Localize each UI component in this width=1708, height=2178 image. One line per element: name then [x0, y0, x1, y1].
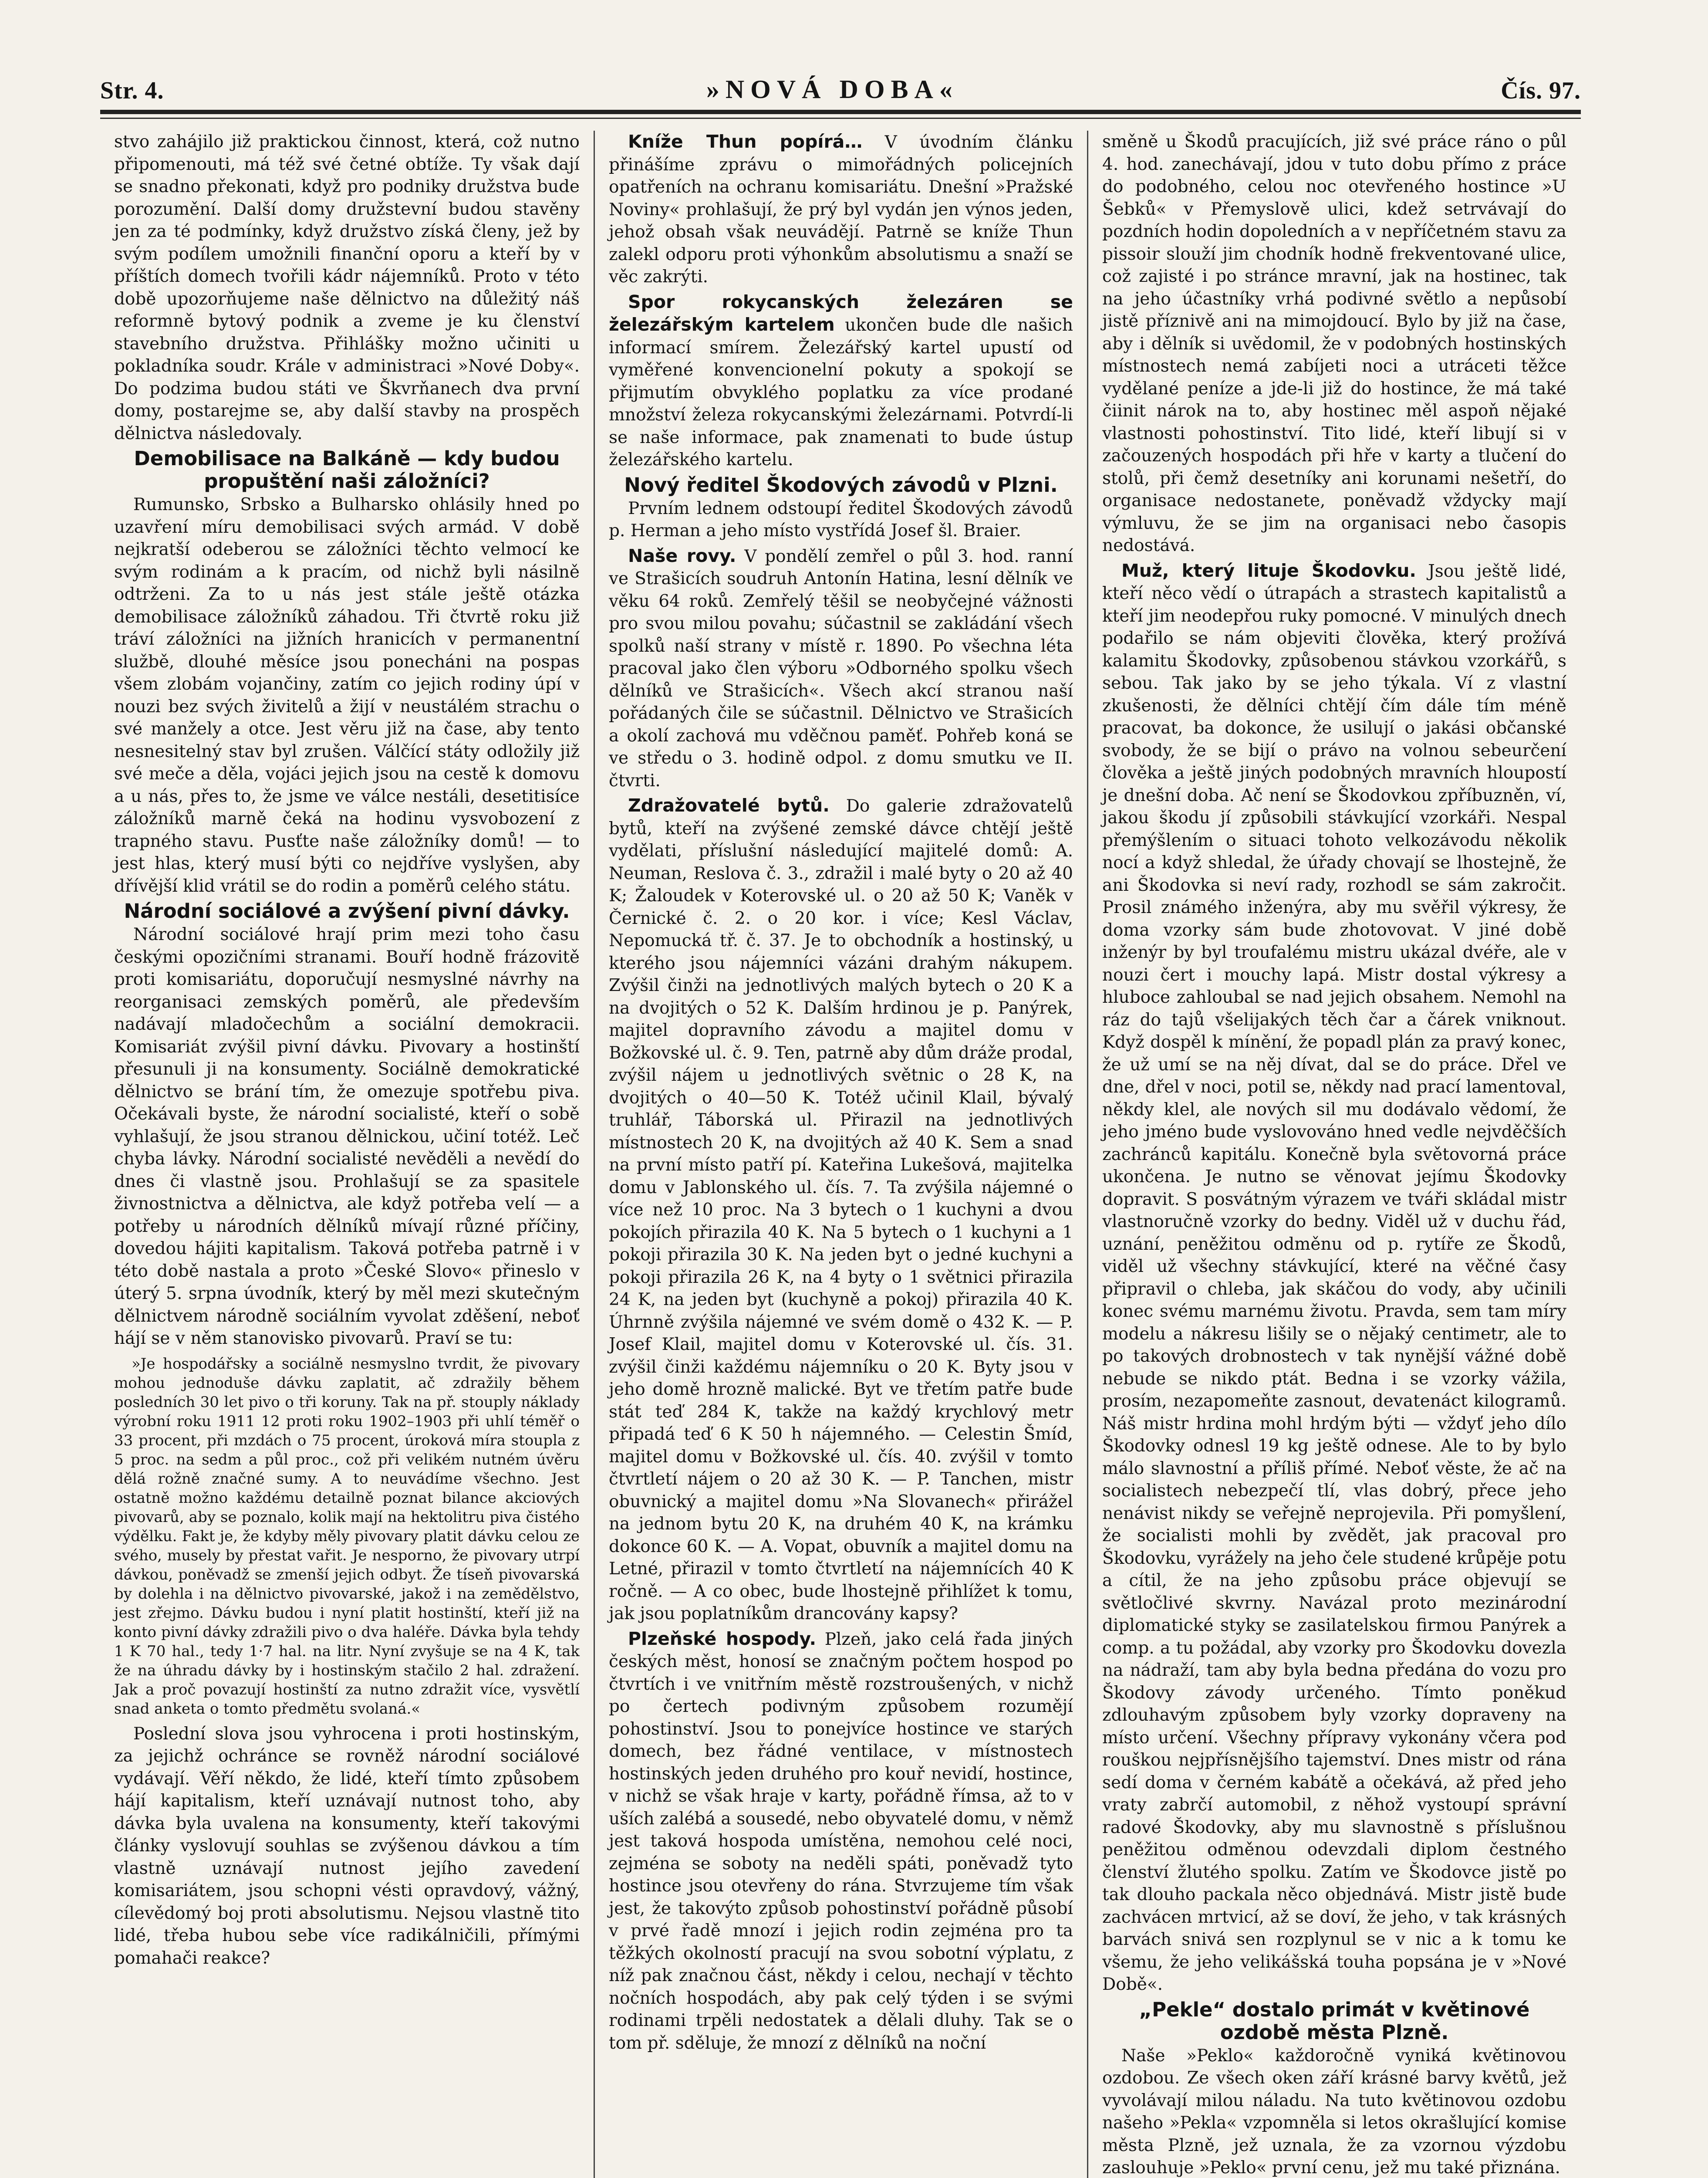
- article-columns: [100, 131, 1581, 2178]
- article-paragraph: Poslední slova jsou vyhrocena i proti hostinským, za jejichž ochránce se rovněž národní sociálové vydávají. Věří někdo, že lidé, kteří tímto způsobem hájí kapitalism, kteří uznávají nutnost toho, aby dávka byla uvalena na konsumenty, kteří takovými články vyslovují souhlas se zvýšenou dávkou a tím vlastně uznávají nutnost jejího zavedení komisariátem, jsou schopni vésti opravdový, vážný, cílevědomý boj proti absolutismu. Nejsou vlastně tito lidé, třeba hubou sebe více radikálničili, přímými pomahači reakce?: [114, 1724, 580, 1968]
- inline-heading: Plzeňské hospody.: [628, 1628, 817, 1649]
- masthead: [100, 65, 1581, 105]
- article-text: ukončen bude dle našich informací smírem. Železářský kartel upustí od vyměřené konvencionelní pokuty a spokojí se přijmutím obvyklého poplatku za více prodané množství železa rokycanskými železárnami. Potvrdí-li se naše informace, pak znamenati to bude ústup železářského kartelu.: [609, 315, 1073, 470]
- header-rule: [100, 110, 1581, 114]
- article-heading: Demobilisace na Balkáně — kdy budou propuštění naši záložníci?: [134, 447, 560, 493]
- issue-number: Čís. 97.: [1501, 77, 1581, 104]
- article-paragraph: [609, 131, 1073, 288]
- article-paragraph: [1102, 560, 1566, 1996]
- article-paragraph: Naše »Peklo« každoročně vyniká květinovou ozdobou. Ze všech oken září krásné barvy květů, jež vyvolávají milou náladu. Na tuto květinovou ozdobu našeho »Pekla« vzpomněla si letos okrašlující komise města Plzně, jež uznala, že za vzornou výzdobu zaslouhuje »Peklo« první cenu, jež mu také přiznána.: [1102, 2046, 1566, 2178]
- inline-heading: Zdražovatelé bytů.: [628, 795, 830, 816]
- quotation: [114, 1354, 580, 1718]
- article-paragraph: Národní sociálové hrají prim mezi toho času českými opozičními stranami. Bouří hodně frázovitě proti komisariátu, doporučují nesmyslné návrhy na reorganisaci zemských poměrů, ale především nadávají mladočechům a sociální demokracii. Komisariát zvýšil pivní dávku. Pivovary a hostinští přesunuli ji na konsumenty. Sociálně demokratické dělnictvo se brání tím, že omezuje spotřebu piva. Očekávali byste, že národní socialisté, kteří o sobě vyhlašují, že jsou stranou dělnickou, učiní totéž. Leč chyba lávky. Národní socialisté nevěděli a nevědí do dnes či vlastně jsou. Prohlašují se za spasitele živnostnictva a dělnictva, ale když potřeba velí — a potřeby u národních dělníků mívají různé příčiny, dovedou hájiti kapitalism. Taková potřeba patrně i v této době nastala a proto »České Slovo« přineslo v úterý 5. srpna úvodník, který by měl mezi skutečným dělnictvem národně sociálním vyvolat zděšení, neboť hájí se v něm stanovisko pivovarů. Praví se tu:: [114, 925, 580, 1348]
- article-paragraph: Prvním lednem odstoupí ředitel Škodových závodů p. Herman a jeho místo vystřídá Josef šl. Braier.: [609, 498, 1073, 541]
- article-paragraph: stvo zahájilo již praktickou činnost, která, což nutno připomenouti, má též své četné obtíže. Ty však dají se snadno překonati, když pro podniky družstva bude porozumění. Další domy družstevní budou stavěny jen za té podmínky, když družstvo získá členy, jež by svým podílem umožnili finanční oporu a kteří by v příštích domech tvořili kádr nájemníků. Proto v této době upozorňujeme naše dělnictvo na důležitý náš reformně bytový podnik a zveme je ku členství stavebního družstva. Přihlášky možno učiniti u pokladníka soudr. Krále v administraci »Nové Doby«. Do podzima budou státi ve Škvrňanech dva první domy, postarejme se, aby další stavby na prospěch dělnictva následovaly.: [114, 132, 580, 443]
- column-2: [594, 131, 1087, 2178]
- inline-heading: Naše rovy.: [628, 545, 736, 566]
- article-heading: Nový ředitel Škodových závodů v Plzni.: [624, 473, 1058, 497]
- article-heading: „Pekle“ dostalo primát v květinové ozdobě města Plzně.: [1139, 1998, 1530, 2044]
- article-paragraph: [609, 1628, 1073, 2055]
- inline-heading: Kníže Thun popírá…: [628, 131, 863, 152]
- article-text: Jsou ještě lidé, kteří něco vědí o útrapách a strastech kapitalistů a kteří jim neodepřou ruky pomocné. V minulých dnech podařilo se nám objeviti člověka, který prožívá kalamitu Škodovky, způsobenou stávkou vzorkářů, s sebou. Tak jako by se jeho týkala. Ví z vlastní zkušenosti, že dělníci chtějí čím dále tím méně pracovat, ba dokonce, že usilují o jakási občanské svobody, že se bijí o právo na volnou sebeurčení člověka a ještě jiných podobných mravních hloupostí je dnešní doba. Ač není se Škodovkou zpříbuzněn, ví, jakou škodu jí způsobili stávkující vzorkáři. Nespal přemýšlením o situaci tohoto velkozávodu několik nocí a když shledal, že úřady chovají se lhostejně, že ani Škodovka si neví rady, rozhodl se sám zakročit. Prosil známého inženýra, aby mu svěřil výkresy, že doma vzorky sám bude zhotovovat. V jiné době inženýr by byl troufalému mistru ukázal dvéře, ale v nouzi čert i mouchy lapá. Mistr dostal výkresy a hluboce zahloubal se nad jejich obsahem. Nemohl na ráz do tajů všelijakých těch čar a čárek vniknout. Když dospěl k mínění, že popadl plán za pravý konec, že už umí se na něj dívat, dal se do práce. Dřel ve dne, dřel v noci, potil se, někdy nad prací lamentoval, někdy klel, ale nových sil mu dodávalo vědomí, že jeho jméno bude vyslovováno hned vedle nejvděčších zachránců kapitálu. Konečně byla světovorná práce ukončena. Je nutno se věnovat jejímu Škodovky dopravit. S posvátným výrazem ve tváři skládal mistr vlastnoručně vzorky do bedny. Viděl už v duchu řád, uznání, peněžitou odměnu od p. rytíře ze Škodů, viděl už všechny stávkující, které na věčné časy připravil o chleba, jak skáčou do vody, aby učinili konec svému marnému životu. Pravda, sem tam míry modelu a nákresu lišily se o nějaký centimetr, ale to po takových drobnostech v tak nynější vážné době nebude se nikdo ptát. Bedna i se vzorky vážila, prosím, nezapomeňte zasnout, devatenáct kilogramů. Náš mistr hrdina mohl hrdým býti — vždyť jeho dílo Škodovky odnesl 19 kg ještě odnese. Ale to by bylo málo slavnostní a příliš přímé. Neboť věste, že ač na socialistech nebezpečí tlí, vlas dobrý, přece jeho nenávist nikdy se veřejně neprojevila. Při pomyšlení, že socialisti mohli by zvědět, jak pracoval pro Škodovku, vyrážely na jeho čele studené krůpěje potu a cítil, že na jeho způsobu práce objevují se světločlivé skvrny. Navázal proto mezinárodní diplomatické styky se zasilatelskou firmou Panýrek a comp. a tu požádal, aby vzorky pro Škodovku dovezla na nádraží, tam aby byla bedna předána do vozu pro Škodovy závody určeného. Tímto poněkud zdlouhavým způsobem byly vzorky dopraveny na místo určení. Všechny přípravy vykonány včera pod rouškou nejpřísnějšího tajemství. Dnes mistr od rána sedí doma v černém kabátě a očekává, až před jeho vraty zabrčí automobil, z něhož vystoupí správní radové Škodovky, aby mu slavnostně s příslušnou peněžitou odměnou odevzdali diplom čestného členství žlutého spolku. Zatím ve Škodovce jistě po tak dlouho packala něco objednává. Mistr jistě bude zachvácen mrtvicí, až se doví, že jeho, v tak krásných barvách snivá sen rozplynul se v nic a k tomu ke všemu, že jeho velikášská touha popsána je v »Nové Době«.: [1102, 561, 1566, 1994]
- article-text: V úvodním článku přinášíme zprávu o mimořádných policejních opatřeních na ochranu komisariátu. Dnešní »Pražské Noviny« prohlašují, že prý byl vydán jen výnos jeden, jehož obsah však neuvádějí. Patrně se kníže Thun zalekl odporu proti výhonkům absolutismu a snaží se věc zakrýti.: [609, 132, 1073, 287]
- column-1: [100, 131, 594, 2178]
- article-text: Do galerie zdražovatelů bytů, kteří na zvýšené zemské dávce chtějí ještě vydělati, příslušní následující majitelé domů: A. Neuman, Reslova č. 3., zdražil i malé byty o 20 až 40 K; Žaloudek v Koterovské ul. o 20 až 50 K; Vaněk v Černické č. 2. o 20 kor. i více; Kesl Václav, Nepomucká tř. č. 37. Je to obchodník a hostinský, u kterého jsou nájemníci vázáni drahým nákupem. Zvýšil činži na jednotlivých malých bytech o 20 K a na dvojitých o 52 K. Dalším hrdinou je p. Panýrek, majitel dopravního závodu a majitel domu v Božkovské ul. č. 9. Ten, patrně aby dům dráže prodal, zvýšil nájem u jednotlivých světnic o 28 K, na dvojitých o 40—50 K. Totéž učinil Klail, bývalý truhlář, Táborská ul. Přirazil na jednotlivých místnostech 20 K, na dvojitých až 40 K. Sem a snad na první místo patří pí. Kateřina Lukešová, majitelka domu v Jablonského ul. čís. 7. Ta zvýšila nájemné o více než 10 proc. Na 3 bytech o 1 kuchyni a dvou pokojích přirazila 40 K. Na 5 bytech o 1 kuchyni a 1 pokoji přirazila 30 K. Na jeden byt o jedné kuchyni a pokoji přirazila 26 K, na 4 byty o 1 světnici přirazila 24 K, na jeden byt (kuchyně a pokoj) přirazila 40 K. Úhrnně zvýšila nájemné ve svém domě o 432 K. — P. Josef Klail, majitel domu v Koterovské ul. čís. 31. zvýšil činži každému nájemníku o 20 K. Byty jsou v jeho domě hrozně malické. Byt ve třetím patře bude stát teď 284 K, takže na každý krychlový metr připadá teď 6 K 50 h nájemného. — Celestin Šmíd, majitel domu v Božkovské ul. čís. 40. zvýšil v tomto čtvrtletí nájem o 20 až 30 K. — P. Tanchen, mistr obuvnický a majitel domu »Na Slovanech« přirážel na jednom bytu 20 K, na druhém 40 K, na krámku dokonce 60 K. — A. Vopat, obuvník a majitel domu na Letné, přirazil v tomto čtvrtletí na nájemnících 40 K ročně. — A co obec, bude lhostejně přihlížet k tomu, jak jsou poplatníkům drancovány kapsy?: [609, 796, 1073, 1623]
- column-3: [1087, 131, 1580, 2178]
- article-paragraph: [609, 545, 1073, 792]
- inline-heading: Muž, který lituje Škodovku.: [1121, 560, 1416, 581]
- article-text: V pondělí zemřel o půl 3. hod. ranní ve Strašicích soudruh Antonín Hatina, lesní dělník ve věku 64 roků. Zemřelý těšil se neobyčejné vážnosti pro svou milou povahu; súčastnil se zakládání všech spolků naší strany v místě r. 1890. Po všechna léta pracoval jako člen výboru »Odborného spolku všech dělníků ve Strašicích«. Všech akcí stranou naší pořádaných čile se súčastnil. Dělnictvo ve Strašicích a okolí zachová mu vděčnou paměť. Pohřeb koná se ve středu o 3. hodině odpol. z domu smutku ve II. čtvrti.: [609, 546, 1073, 791]
- newspaper-page: [100, 65, 1581, 2178]
- header-rule-thin: [100, 118, 1581, 119]
- inline-heading: Spor rokycanských železáren se železářským kartelem: [609, 291, 1073, 335]
- article-text: Plzeň, jako celá řada jiných českých měst, honosí se značným počtem hospod po čtvrtích i ve vnitřním městě rozstroušených, v nichž po čertech podivným způsobem rozumějí pohostinství. Jsou to ponejvíce hostince ve starých domech, bez řádné ventilace, v místnostech hostinských jeden druhého pro kouř nevidí, hostince, v nichž se však hraje v karty, pořádně římsa, až to v uších zalébá a sousedé, nebo obyvatelé domu, v němž jest taková hospoda umístěna, nemohou celé noci, zejména se soboty na neděli spáti, poněvadž tyto hostince jsou otevřeny do rána. Stvrzujeme tím však jest, že takovýto způsob pohostinství pořádně působí v prvé řadě mnozí i jejich rodin zejména pro ta těžkých okolností pracují na svou sobotní výplatu, z níž pak značnou část, někdy i celou, nechají v těchto nočních hospodách, aby pak celý týden i se svými rodinami trpěli nedostatek a dělali dluhy. Tak se o tom př. sděluje, že mnozí z dělníků na noční: [609, 1629, 1073, 2053]
- newspaper-title: »NOVÁ DOBA«: [706, 75, 959, 104]
- article-paragraph: směně u Škodů pracujících, již své práce ráno o půl 4. hod. zanechávají, jdou v tuto dobu přímo z práce do podobného, celou noc otevřeného hostince »U Šebků« v Přemyslově ulici, kdež setrvávají do pozdních hodin dopoledních a v nepříčetném stavu za pissoir slouží jim chodník hodně frekventované ulice, což zajisté i po stránce mravní, jak na hostinec, tak na jeho účastníky vrhá podivné světlo a nepůsobí jistě příznivě ani na mimojdoucí. Bylo by již na čase, aby i dělník si uvědomil, že v podobných hostinských místnostech nemá zabíjeti noci a utráceti těžce vydělané peníze a jde-li již do hostince, že má také čiinit nárok na to, aby hostinec měl aspoň nějaké vlastnosti pohostinství. Tito lidé, kteří libují si v začouzených hospodách při hře v karty a tlučení do stolů, při čemž desetníky ani korunami nešetří, do organisace nedostanete, poněvadž vždycky mají výmluvu, že se jim na organisaci nebo časopis nedostává.: [1102, 132, 1566, 555]
- article-paragraph: [609, 291, 1073, 471]
- article-heading: Národní sociálové a zvýšení pivní dávky.: [124, 900, 570, 923]
- quotation-text: »Je hospodářsky a sociálně nesmyslno tvrdit, že pivovary mohou jednoduše dávku zaplatit, ač zdražily během posledních 30 let pivo o tři koruny. Tak na př. stouply náklady výrobní roku 1911 12 proti roku 1902–1903 při uhlí téměř o 33 procent, při mzdách o 75 procent, úroková míra stoupla z 5 proc. na sedm a půl proc., což při velikém nutném úvěru dělá rožně značné sumy. A to neuvádíme všechno. Jest ostatně možno každému detailně poznat bilance akciových pivovarů, aby se poznalo, kolik mají na hektolitru piva čistého výdělku. Fakt je, že kdyby měly pivovary platit dávku celou ze svého, musely by přestat vařit. Je nesporno, že pivovary utrpí dávkou, poněvadž se zmenší jejich odbyt. Že tíseň pivovarská by dolehla i na dělnictvo pivovarské, jakož i na zemědělstvo, jest zřejmo. Dávku budou i nyní platit hostinští, kteří již na konto pivní dávky zdražili pivo o dva haléře. Dávka byla tehdy 1 K 70 hal., tedy 1·7 hal. na litr. Nyní zvyšuje se na 4 K, tak že na úhradu dávky by i hostinským stačilo 2 hal. zdražení. Jak a proč povazují hostinští za nutno zdražit více, vysvětlí snad anketa o tomto předmětu svolaná.«: [114, 1355, 580, 1718]
- page-number: Str. 4.: [100, 77, 164, 104]
- article-paragraph: Rumunsko, Srbsko a Bulharsko ohlásily hned po uzavření míru demobilisaci svých armád. V době nejkratší odeberou se záložníci těchto velmocí ke svým rodinám a k pracím, od nichž byli násilně odtrženi. Za to u nás jest stále ještě otázka demobilisace záložníků záhadou. Tři čtvrtě roku již tráví záložníci na jižních hranicích v permanentní službě, dlouhé měsíce jsou ponecháni na pospas všem zlobám vojančiny, zatím co jejich rodiny úpí v nouzi bez svých živitelů a žijí v neustálém strachu o své manžely a otce. Jest věru již na čase, aby tento nesnesitelný stav byl zrušen. Válčící státy odložily již své meče a děla, vojáci jejich jsou na cestě k domovu a u nás, přes to, že jsme ve válce nestáli, desetitisíce záložníků marně čeká na hodinu vysvobození z trapného stavu. Pusťte naše záložníky domů! — to jest hlas, který musí býti co nejdříve vyslyšen, aby dřívější klid vrátil se do rodin a poměrů celého státu.: [114, 495, 580, 896]
- article-paragraph: [609, 795, 1073, 1625]
